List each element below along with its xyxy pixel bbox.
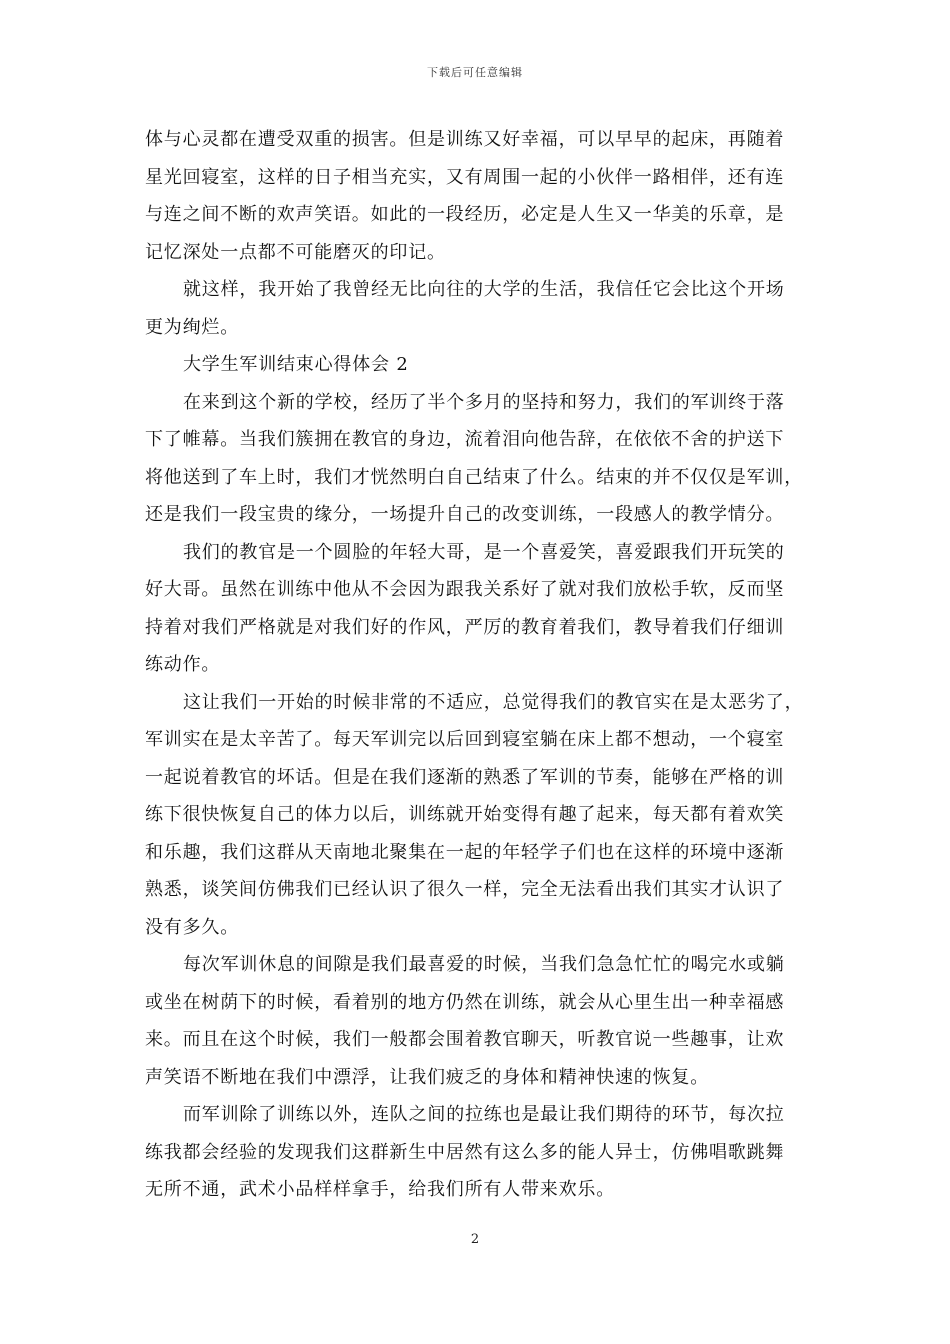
page-header: 下载后可任意编辑 bbox=[427, 66, 523, 79]
text-line: 持着对我们严格就是对我们好的作风，严厉的教育着我们，教导着我们仔细训 bbox=[145, 616, 785, 638]
text-line: 我们的教官是一个圆脸的年轻大哥，是一个喜爱笑，喜爱跟我们开玩笑的 bbox=[183, 541, 785, 563]
text-line: 更为绚烂。 bbox=[145, 316, 239, 338]
text-line: 这让我们一开始的时候非常的不适应，总觉得我们的教官实在是太恶劣了， bbox=[183, 691, 804, 713]
paragraph bbox=[145, 946, 808, 1096]
paragraph bbox=[145, 384, 808, 534]
text-line: 还是我们一段宝贵的缘分，一场提升自己的改变训练，一段感人的教学情分。 bbox=[145, 504, 785, 525]
text-line: 无所不通，武术小品样样拿手，给我们所有人带来欢乐。 bbox=[145, 1179, 615, 1200]
text-line: 大学生军训结束心得体会 2 bbox=[183, 354, 409, 375]
text-line: 练我都会经验的发现我们这群新生中居然有这么多的能人异士，仿佛唱歌跳舞 bbox=[145, 1141, 785, 1163]
paragraph bbox=[145, 346, 808, 384]
text-line: 练下很快恢复自己的体力以后，训练就开始变得有趣了起来，每天都有着欢笑 bbox=[145, 804, 785, 825]
paragraph bbox=[145, 534, 808, 684]
text-line: 将他送到了车上时，我们才恍然明白自己结束了什么。结束的并不仅仅是军训， bbox=[145, 466, 803, 488]
text-line: 熟悉，谈笑间仿佛我们已经认识了很久一样，完全无法看出我们其实才认识了 bbox=[145, 879, 785, 900]
text-line: 每次军训休息的间隙是我们最喜爱的时候，当我们急急忙忙的喝完水或躺 bbox=[183, 954, 785, 975]
paragraph bbox=[145, 684, 808, 947]
text-line: 或坐在树荫下的时候，看着别的地方仍然在训练，就会从心里生出一种幸福感 bbox=[145, 991, 785, 1013]
text-line: 好大哥。虽然在训练中他从不会因为跟我关系好了就对我们放松手软，反而坚 bbox=[145, 579, 785, 600]
text-line: 练动作。 bbox=[145, 654, 221, 675]
text-line: 就这样，我开始了我曾经无比向往的大学的生活，我信任它会比这个开场 bbox=[183, 279, 785, 300]
text-line: 和乐趣，我们这群从天南地北聚集在一起的年轻学子们也在这样的环境中逐渐 bbox=[145, 841, 785, 863]
paragraph bbox=[145, 1096, 808, 1209]
document-body bbox=[145, 121, 808, 1209]
text-line: 在来到这个新的学校，经历了半个多月的坚持和努力，我们的军训终于落 bbox=[183, 391, 785, 413]
text-line: 军训实在是太辛苦了。每天军训完以后回到寝室躺在床上都不想动，一个寝室 bbox=[145, 729, 785, 750]
paragraph bbox=[145, 271, 808, 346]
text-line: 一起说着教官的坏话。但是在我们逐渐的熟悉了军训的节奏，能够在严格的训 bbox=[145, 766, 785, 788]
text-line: 来。而且在这个时候，我们一般都会围着教官聊天，听教官说一些趣事，让欢 bbox=[145, 1029, 785, 1050]
text-line: 没有多久。 bbox=[145, 916, 239, 938]
text-line: 记忆深处一点都不可能磨灭的印记。 bbox=[145, 241, 446, 263]
text-line: 而军训除了训练以外，连队之间的拉练也是最让我们期待的环节，每次拉 bbox=[183, 1104, 785, 1125]
text-line: 下了帷幕。当我们簇拥在教官的身边，流着泪向他告辞，在依依不舍的护送下 bbox=[145, 429, 785, 450]
page-number: 2 bbox=[470, 1232, 480, 1247]
text-line: 星光回寝室，这样的日子相当充实，又有周围一起的小伙伴一路相伴，还有连 bbox=[145, 166, 785, 188]
text-line: 体与心灵都在遭受双重的损害。但是训练又好幸福，可以早早的起床，再随着 bbox=[145, 129, 785, 150]
paragraph bbox=[145, 121, 808, 271]
text-line: 与连之间不断的欢声笑语。如此的一段经历，必定是人生又一华美的乐章，是 bbox=[145, 204, 785, 225]
text-line: 声笑语不断地在我们中漂浮，让我们疲乏的身体和精神快速的恢复。 bbox=[145, 1066, 709, 1088]
